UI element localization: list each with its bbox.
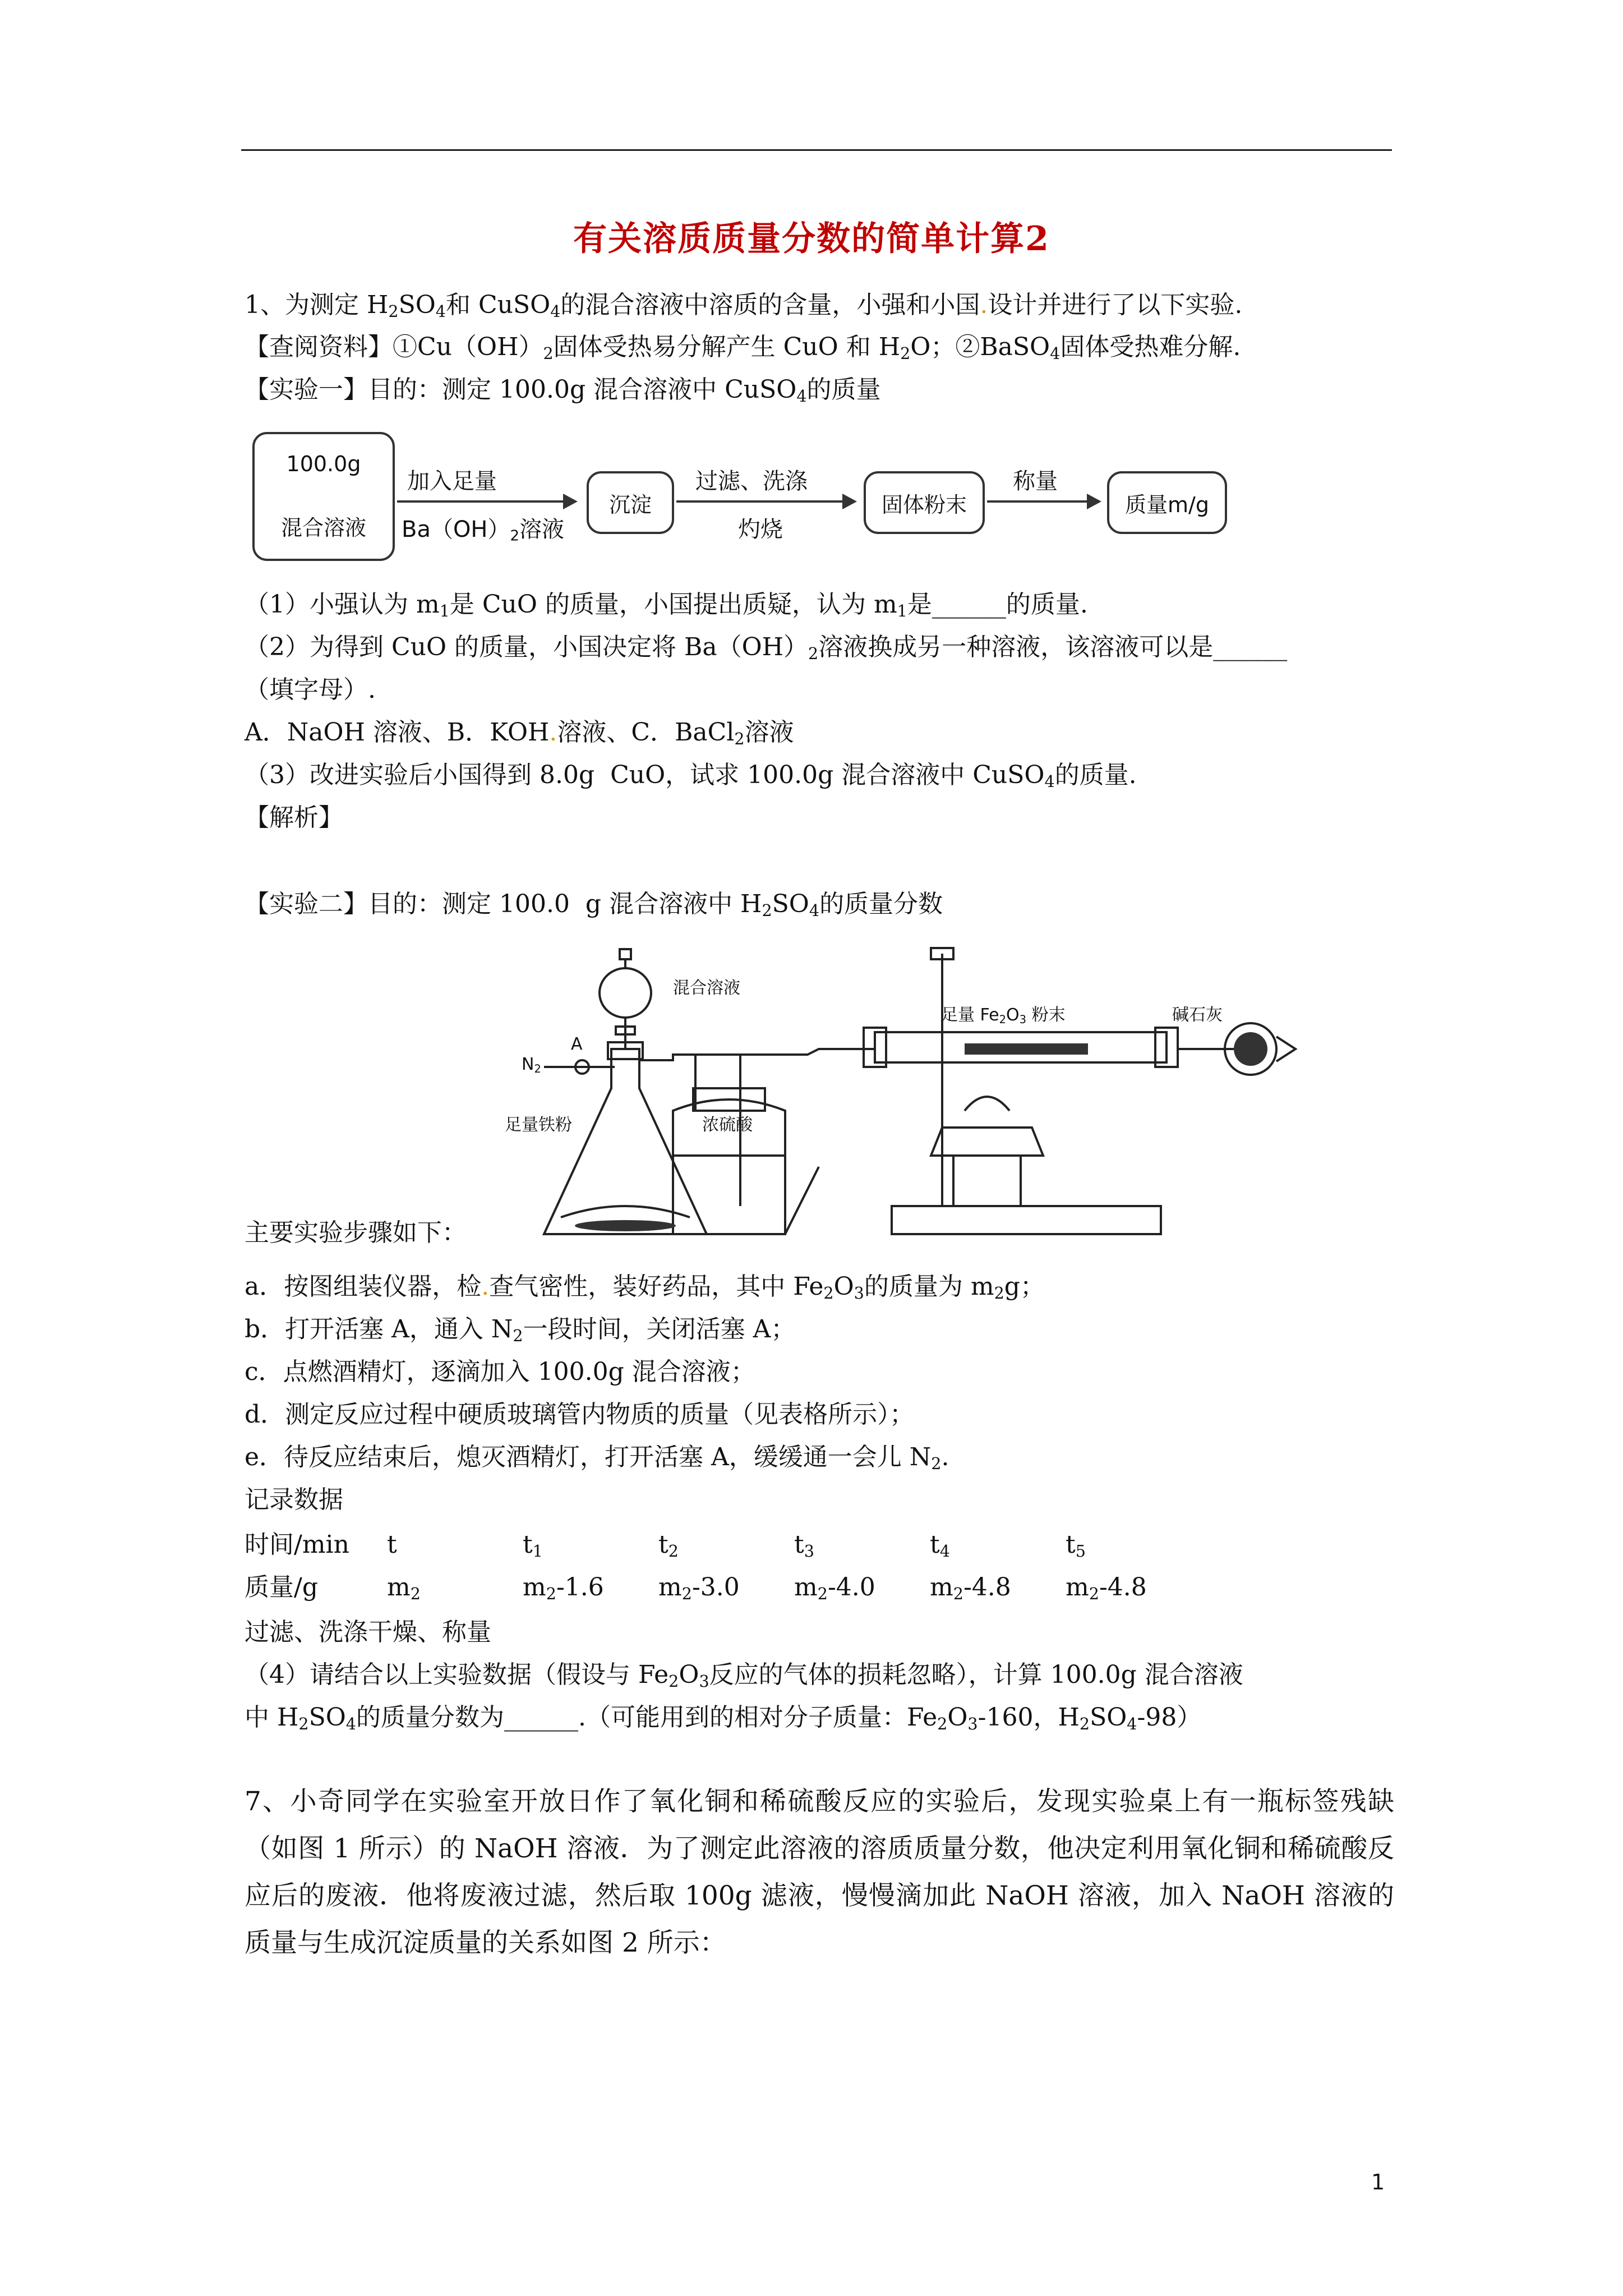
table-cell: $m_2-3.0$ [658, 1573, 740, 1604]
flow-label-weigh: 称量 [1013, 468, 1058, 494]
q1-part2-cont: （填字母）. [245, 675, 376, 704]
q1-part4-cont: 中 $H_2SO_4$的质量分数为______.（可能用到的相对分子质量：$Fe_2O_3-160$，$H_2SO_4-98$） [245, 1703, 1202, 1734]
table-cell: $t_4$ [930, 1530, 950, 1561]
apparatus-label-soda-lime: 碱石灰 [1172, 1005, 1223, 1025]
flow-box-mass: 质量m/g [1107, 471, 1227, 534]
filter-step: 过滤、洗涤干燥、称量 [245, 1618, 491, 1646]
flow-arrow-2 [676, 500, 855, 503]
table-cell: $t_3$ [794, 1530, 814, 1561]
q1-part3: （3）改进实验后小国得到 8.0g CuO，试求 100.0g 混合溶液中 CuSO$_4$的质量. [245, 761, 1137, 792]
apparatus-label-n2: $N_2$ [522, 1055, 541, 1075]
apparatus-label-iron: 足量铁粉 [505, 1115, 572, 1135]
q1-reference: 【查阅资料】$①Cu(OH)_2$固体受热易分解产生 CuO 和 $H_2O$；②BaSO$_4$固体受热难分解. [245, 333, 1241, 364]
record-heading: 记录数据 [245, 1485, 343, 1514]
table-label-time: 时间/min [245, 1530, 349, 1559]
table-cell: $m_2-4.8$ [1066, 1573, 1147, 1604]
apparatus-drawing [505, 942, 1301, 1245]
table-cell: $m_2-4.8$ [930, 1573, 1011, 1604]
step-e: e．待反应结束后，熄灭酒精灯，打开活塞 A，缓缓通一会儿 $N_2$. [245, 1443, 949, 1474]
flow-box-mixed-solution: 100.0g 混合溶液 [252, 432, 395, 561]
table-row-time [245, 1528, 1394, 1562]
q1-part2: （2）为得到 CuO 的质量，小国决定将 $Ba(OH)_2$溶液换成另一种溶液，该溶液可以是______ [245, 633, 1288, 664]
flow-label-filter: 过滤、洗涤 [695, 468, 808, 494]
table-label-mass: 质量/g [245, 1573, 318, 1602]
table-cell: $m_2$ [387, 1573, 421, 1604]
step-a: a．按图组装仪器，检.查气密性，装好药品，其中 $Fe_2O_3$的质量为 $m_2g$； [245, 1272, 1045, 1303]
flow-label-burn: 灼烧 [738, 517, 783, 542]
flow-box-solid-powder: 固体粉末 [864, 471, 985, 534]
page-title: 有关溶质质量分数的简单计算2 [573, 219, 1050, 259]
table-cell: t [387, 1530, 397, 1559]
flow-label-add: 加入足量 [407, 468, 497, 494]
table-row-mass [245, 1571, 1394, 1604]
apparatus-label-valve-a: A [571, 1034, 583, 1054]
header-rule [241, 149, 1392, 151]
flow-arrow-1 [397, 500, 575, 503]
flow-label-baoh: $Ba(OH)_2$溶液 [402, 517, 565, 545]
q1-part1: （1）小强认为 $m_1$是 CuO 的质量，小国提出质疑，认为 $m_1$是______的质量. [245, 590, 1088, 621]
q1-exp1-goal: 【实验一】目的：测定 100.0g 混合溶液中 CuSO$_4$的质量 [245, 375, 881, 406]
table-cell: $t_1$ [523, 1530, 543, 1561]
q1-part4: （4）请结合以上实验数据（假设与 $Fe_2O_3$反应的气体的损耗忽略），计算 100.0g 混合溶液 [245, 1660, 1243, 1691]
step-c: c．点燃酒精灯，逐滴加入 100.0g 混合溶液； [245, 1358, 755, 1386]
flow-box-precipitate: 沉淀 [587, 471, 674, 534]
steps-intro: 主要实验步骤如下： [245, 1218, 467, 1247]
q1-analysis-heading: 【解析】 [245, 803, 343, 832]
apparatus-label-mixed-solution: 混合溶液 [673, 978, 740, 998]
apparatus-label-fe2o3: 足量 $Fe_2O_3$ 粉末 [941, 1005, 1066, 1026]
page-number: 1 [1371, 2170, 1385, 2194]
question-7: 7、小奇同学在实验室开放日作了氧化铜和稀硫酸反应的实验后，发现实验桌上有一瓶标签残缺（如图 1 所示）的 NaOH 溶液．为了测定此溶液的溶质质量分数，他决定利用氧化铜和稀硫酸反应后的废液．他将废液过滤，然后取 100g 滤液，慢慢滴加此 NaOH 溶液，加入 NaOH 溶液的质量与生成沉淀质量的关系如图 2 所示： [245, 1786, 1394, 1958]
apparatus-diagram [505, 942, 1301, 1245]
flow-arrow-3 [987, 500, 1099, 503]
q1-options: A．NaOH 溶液、B．KOH.溶液、C．BaCl$_2$溶液 [245, 718, 794, 749]
table-cell: $m_2-4.0$ [794, 1573, 875, 1604]
apparatus-label-acid: 浓硫酸 [702, 1115, 753, 1135]
step-b: b．打开活塞 A，通入 $N_2$一段时间，关闭活塞 A； [245, 1315, 796, 1346]
step-d: d．测定反应过程中硬质玻璃管内物质的质量（见表格所示）； [245, 1400, 915, 1429]
table-cell: $t_5$ [1066, 1530, 1086, 1561]
table-cell: $m_2-1.6$ [523, 1573, 604, 1604]
table-cell: $t_2$ [658, 1530, 679, 1561]
q1-exp2-goal: 【实验二】目的：测定 100.0 g 混合溶液中 $H_2SO_4$的质量分数 [245, 890, 943, 921]
q1-intro: 1、为测定 $H_2SO_4$和 CuSO$_4$的混合溶液中溶质的含量，小强和小国.设计并进行了以下实验. [245, 291, 1243, 321]
